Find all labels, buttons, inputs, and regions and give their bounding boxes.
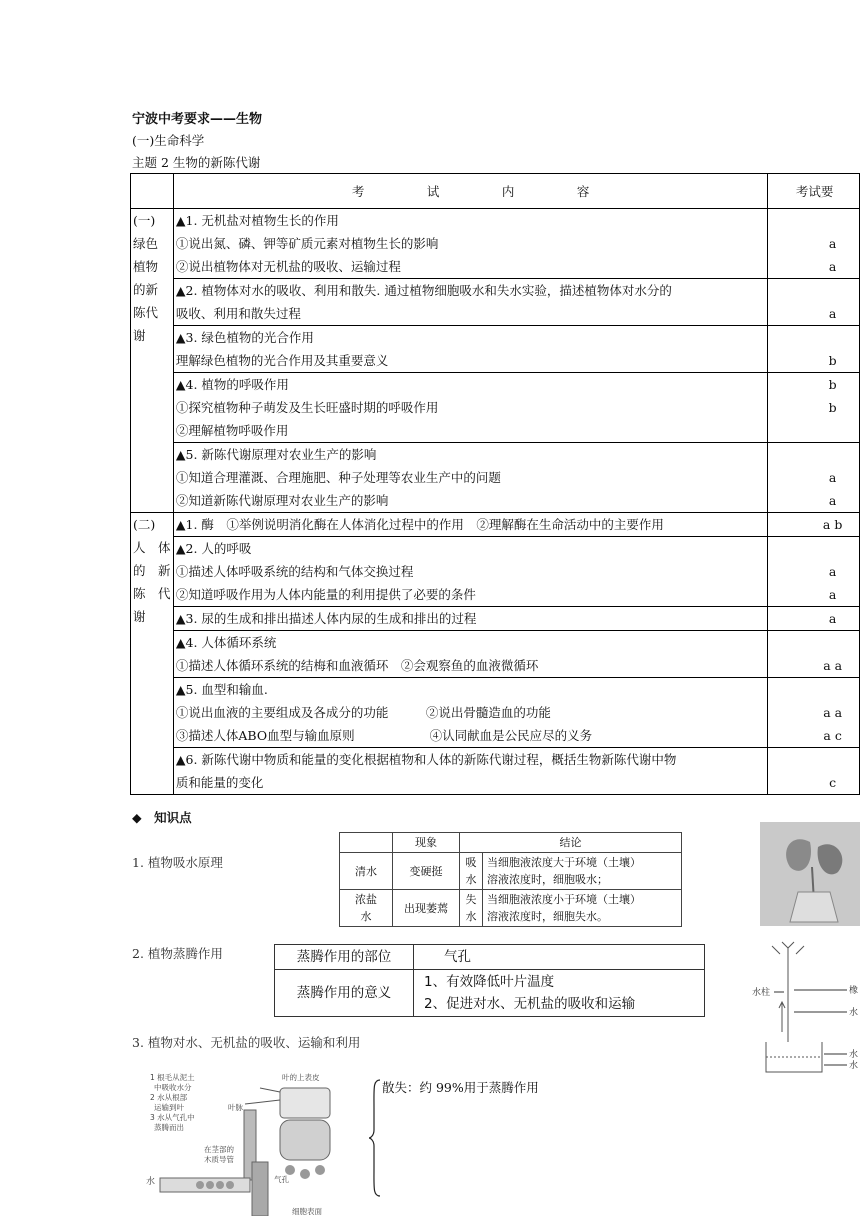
requirements-table	[130, 173, 860, 795]
content-line: ▲4. 植物的呼吸作用	[175, 377, 289, 392]
table-row	[131, 326, 860, 373]
content-line: ①描述人体循环系统的结梅和血液循环 ②会观察鱼的血液微循环	[175, 658, 539, 673]
content-line: ②知道呼吸作用为人体内能量的利用提供了必要的条件	[175, 587, 476, 602]
content-cell	[173, 513, 767, 537]
level-value: a	[828, 611, 837, 626]
category-line: 的新	[133, 282, 159, 297]
diagram-step-label: 蒸腾而出	[154, 1123, 184, 1132]
level-cell	[768, 513, 860, 537]
level-cell	[768, 631, 860, 678]
table-row	[131, 748, 860, 795]
content-line: 吸收、利用和散失过程	[175, 306, 301, 321]
table-row	[131, 631, 860, 678]
t2-r2-v1: 1、有效降低叶片温度	[424, 974, 555, 990]
diagram-step-label: 运输到叶	[154, 1103, 184, 1112]
level-cell	[768, 678, 860, 748]
t1-r1-c3a: 吸	[465, 856, 477, 869]
category-line: (一)	[133, 213, 156, 228]
table-row	[131, 279, 860, 326]
level-value	[808, 631, 857, 654]
content-line: ③描述人体ABO血型与输血原则 ④认同献血是公民应尽的义务	[175, 728, 593, 743]
diagram-label-xylem1: 在茎部的	[204, 1145, 234, 1154]
diagram-label-upper_epidermis: 叶的上表皮	[282, 1073, 320, 1082]
water-transport-illustration	[140, 1070, 370, 1216]
diagram-step-label: 2 水从根部	[150, 1093, 188, 1102]
t2-r2-label: 蒸腾作用的意义	[275, 970, 414, 1017]
content-line: 质和能量的变化	[175, 775, 264, 790]
diagram-step-label: 3 水从气孔中	[150, 1113, 195, 1122]
topic-label: 主题 2 生物的新陈代谢	[132, 155, 261, 170]
content-cell	[173, 537, 767, 607]
t1-r2-c1a: 浓盐	[355, 893, 377, 906]
content-cell	[173, 607, 767, 631]
t1-r1-c1: 清水	[340, 853, 393, 890]
t1-r2-c3a: 失	[465, 893, 477, 906]
category-line: (二)	[133, 517, 156, 532]
loss-note: 散失：约 99%用于蒸腾作用	[382, 1080, 539, 1095]
category-cell	[131, 513, 174, 795]
level-value: a a	[823, 705, 843, 720]
content-line: ①说出血液的主要组成及各成分的功能 ②说出骨髓造血的功能	[175, 705, 551, 720]
category-line: 的 新	[133, 563, 171, 578]
category-line: 陈代	[133, 305, 159, 320]
category-line: 人 体	[133, 540, 171, 555]
content-line: ▲1. 无机盐对植物生长的作用	[175, 213, 339, 228]
section-label: (一)生命科学	[132, 133, 205, 148]
category-cell	[131, 209, 174, 513]
transpiration-table	[274, 944, 705, 1017]
content-cell	[173, 209, 767, 279]
content-cell	[173, 373, 767, 443]
t1-r2-c4a: 当细胞液浓度小于环境（土壤）	[487, 893, 641, 906]
level-value: a a	[823, 658, 843, 673]
content-line: ▲2. 植物体对水的吸收、利用和散失. 通过植物细胞吸水和失水实验，描述植物体对水分的	[175, 283, 672, 298]
page-title: 宁波中考要求——生物	[132, 112, 263, 127]
category-line: 植物	[133, 259, 159, 274]
brace-icon	[368, 1078, 382, 1198]
content-line: ▲1. 酶 ①举例说明消化酶在人体消化过程中的作用 ②理解酶在生命活动中的主要作用	[175, 517, 664, 532]
water-column-label: 水柱	[752, 988, 771, 998]
header-content: 考 试 内 容	[173, 174, 767, 209]
level-value: a	[828, 259, 837, 274]
t1-r1-c3b: 水	[465, 873, 477, 886]
level-value	[808, 326, 857, 349]
t2-r1-label: 蒸腾作用的部位	[275, 945, 414, 970]
t1-r2-c3b: 水	[465, 910, 477, 923]
water-transport-diagram	[140, 1070, 370, 1216]
content-line: 理解绿色植物的光合作用及其重要意义	[175, 353, 389, 368]
category-line: 谢	[133, 609, 146, 624]
t1-corner	[340, 833, 393, 853]
knowledge-item-1: 1. 植物吸水原理	[132, 855, 223, 870]
level-cell	[768, 748, 860, 795]
label-4: 水	[849, 1061, 859, 1071]
level-value	[808, 748, 857, 771]
table-row	[131, 678, 860, 748]
t1-r1-c4a: 当细胞液浓度大于环境（土壤）	[487, 856, 641, 869]
level-cell	[768, 607, 860, 631]
content-line: ▲3. 绿色植物的光合作用	[175, 330, 314, 345]
diagram-label-vein: 叶脉	[228, 1103, 243, 1112]
knowledge-item-3: 3. 植物对水、无机盐的吸收、运输和利用	[132, 1035, 361, 1050]
t2-r1-value: 气孔	[414, 945, 705, 970]
category-line: 绿色	[133, 236, 159, 251]
level-value: b	[828, 377, 837, 392]
diagram-label-cell_surface: 细胞表面	[292, 1207, 322, 1216]
level-value: b	[828, 353, 837, 368]
level-cell	[768, 443, 860, 513]
table-row	[131, 537, 860, 607]
level-cell	[768, 209, 860, 279]
content-line: ②知道新陈代谢原理对农业生产的影响	[175, 493, 389, 508]
content-line: ▲5. 血型和输血.	[175, 682, 268, 697]
header-level: 考试要	[768, 174, 860, 209]
knowledge-item-2: 2. 植物蒸腾作用	[132, 946, 223, 961]
label-1: 橡	[849, 986, 859, 996]
level-value: a	[828, 236, 837, 251]
t1-r2-c4b: 溶液浓度时，细胞失水。	[487, 910, 608, 923]
diagram-label-water: 水	[146, 1177, 156, 1187]
content-line: ①描述人体呼吸系统的结构和气体交换过程	[175, 564, 414, 579]
level-value	[808, 443, 857, 466]
label-2: 水	[849, 1008, 859, 1018]
table-row	[131, 373, 860, 443]
content-line: ②理解植物呼吸作用	[175, 423, 289, 438]
content-line: ▲6. 新陈代谢中物质和能量的变化根据植物和人体的新陈代谢过程，概括生物新陈代谢中物	[175, 752, 677, 767]
category-line: 陈 代	[133, 586, 171, 601]
level-value	[808, 209, 857, 232]
t1-r1-c4b: 溶液浓度时，细胞吸水；	[487, 873, 608, 886]
plant-photo-illustration	[760, 822, 860, 926]
level-value	[808, 419, 857, 442]
category-line: 谢	[133, 328, 146, 343]
knowledge-heading: ◆ 知识点	[132, 810, 192, 825]
content-cell	[173, 279, 767, 326]
t1-r2-c1b: 水	[360, 910, 372, 923]
water-absorption-table	[339, 832, 682, 927]
table-row	[131, 513, 860, 537]
content-line: ①说出氮、磷、钾等矿质元素对植物生长的影响	[175, 236, 439, 251]
content-line: ▲5. 新陈代谢原理对农业生产的影响	[175, 447, 377, 462]
level-value: a	[828, 493, 837, 508]
content-line: ▲2. 人的呼吸	[175, 541, 252, 556]
level-value	[808, 279, 857, 302]
t1-header-phenomenon: 现象	[393, 833, 460, 853]
content-cell	[173, 326, 767, 373]
content-cell	[173, 443, 767, 513]
t2-r2-v2: 2、促进对水、无机盐的吸收和运输	[424, 996, 636, 1012]
content-line: ▲4. 人体循环系统	[175, 635, 277, 650]
content-line: ①探究植物种子萌发及生长旺盛时期的呼吸作用	[175, 400, 439, 415]
level-value: a	[828, 564, 837, 579]
apparatus-figure	[752, 932, 860, 1082]
diagram-step-label: 中吸收水分	[154, 1083, 192, 1092]
label-3: 水	[849, 1050, 859, 1060]
t1-header-conclusion: 结论	[460, 833, 682, 853]
level-value: a c	[823, 728, 842, 743]
table-row	[131, 607, 860, 631]
level-value: a b	[822, 517, 843, 532]
level-value: a	[828, 587, 837, 602]
plant-photo	[760, 822, 860, 926]
level-cell	[768, 537, 860, 607]
t1-r2-c2: 出现萎蔫	[393, 890, 460, 927]
level-value: c	[829, 775, 837, 790]
content-line: ①知道合理灌溉、合理施肥、种子处理等农业生产中的问题	[175, 470, 501, 485]
table-row	[131, 443, 860, 513]
diagram-label-stoma: 气孔	[274, 1175, 289, 1184]
level-value: b	[828, 400, 837, 415]
t1-r1-c2: 变硬挺	[393, 853, 460, 890]
apparatus-illustration	[752, 932, 860, 1082]
content-cell	[173, 631, 767, 678]
level-value	[808, 537, 857, 560]
table-row	[131, 209, 860, 279]
level-cell	[768, 373, 860, 443]
content-line: ▲3. 尿的生成和排出描述人体内尿的生成和排出的过程	[175, 611, 477, 626]
content-cell	[173, 678, 767, 748]
level-value: a	[828, 470, 837, 485]
level-cell	[768, 326, 860, 373]
diagram-step-label: 1 根毛从泥土	[150, 1073, 195, 1082]
content-line: ②说出植物体对无机盐的吸收、运输过程	[175, 259, 401, 274]
level-value	[808, 678, 857, 701]
header-empty-cell	[131, 174, 174, 209]
content-cell	[173, 748, 767, 795]
level-cell	[768, 279, 860, 326]
level-value: a	[828, 306, 837, 321]
diagram-label-xylem2: 木质导管	[204, 1155, 234, 1164]
